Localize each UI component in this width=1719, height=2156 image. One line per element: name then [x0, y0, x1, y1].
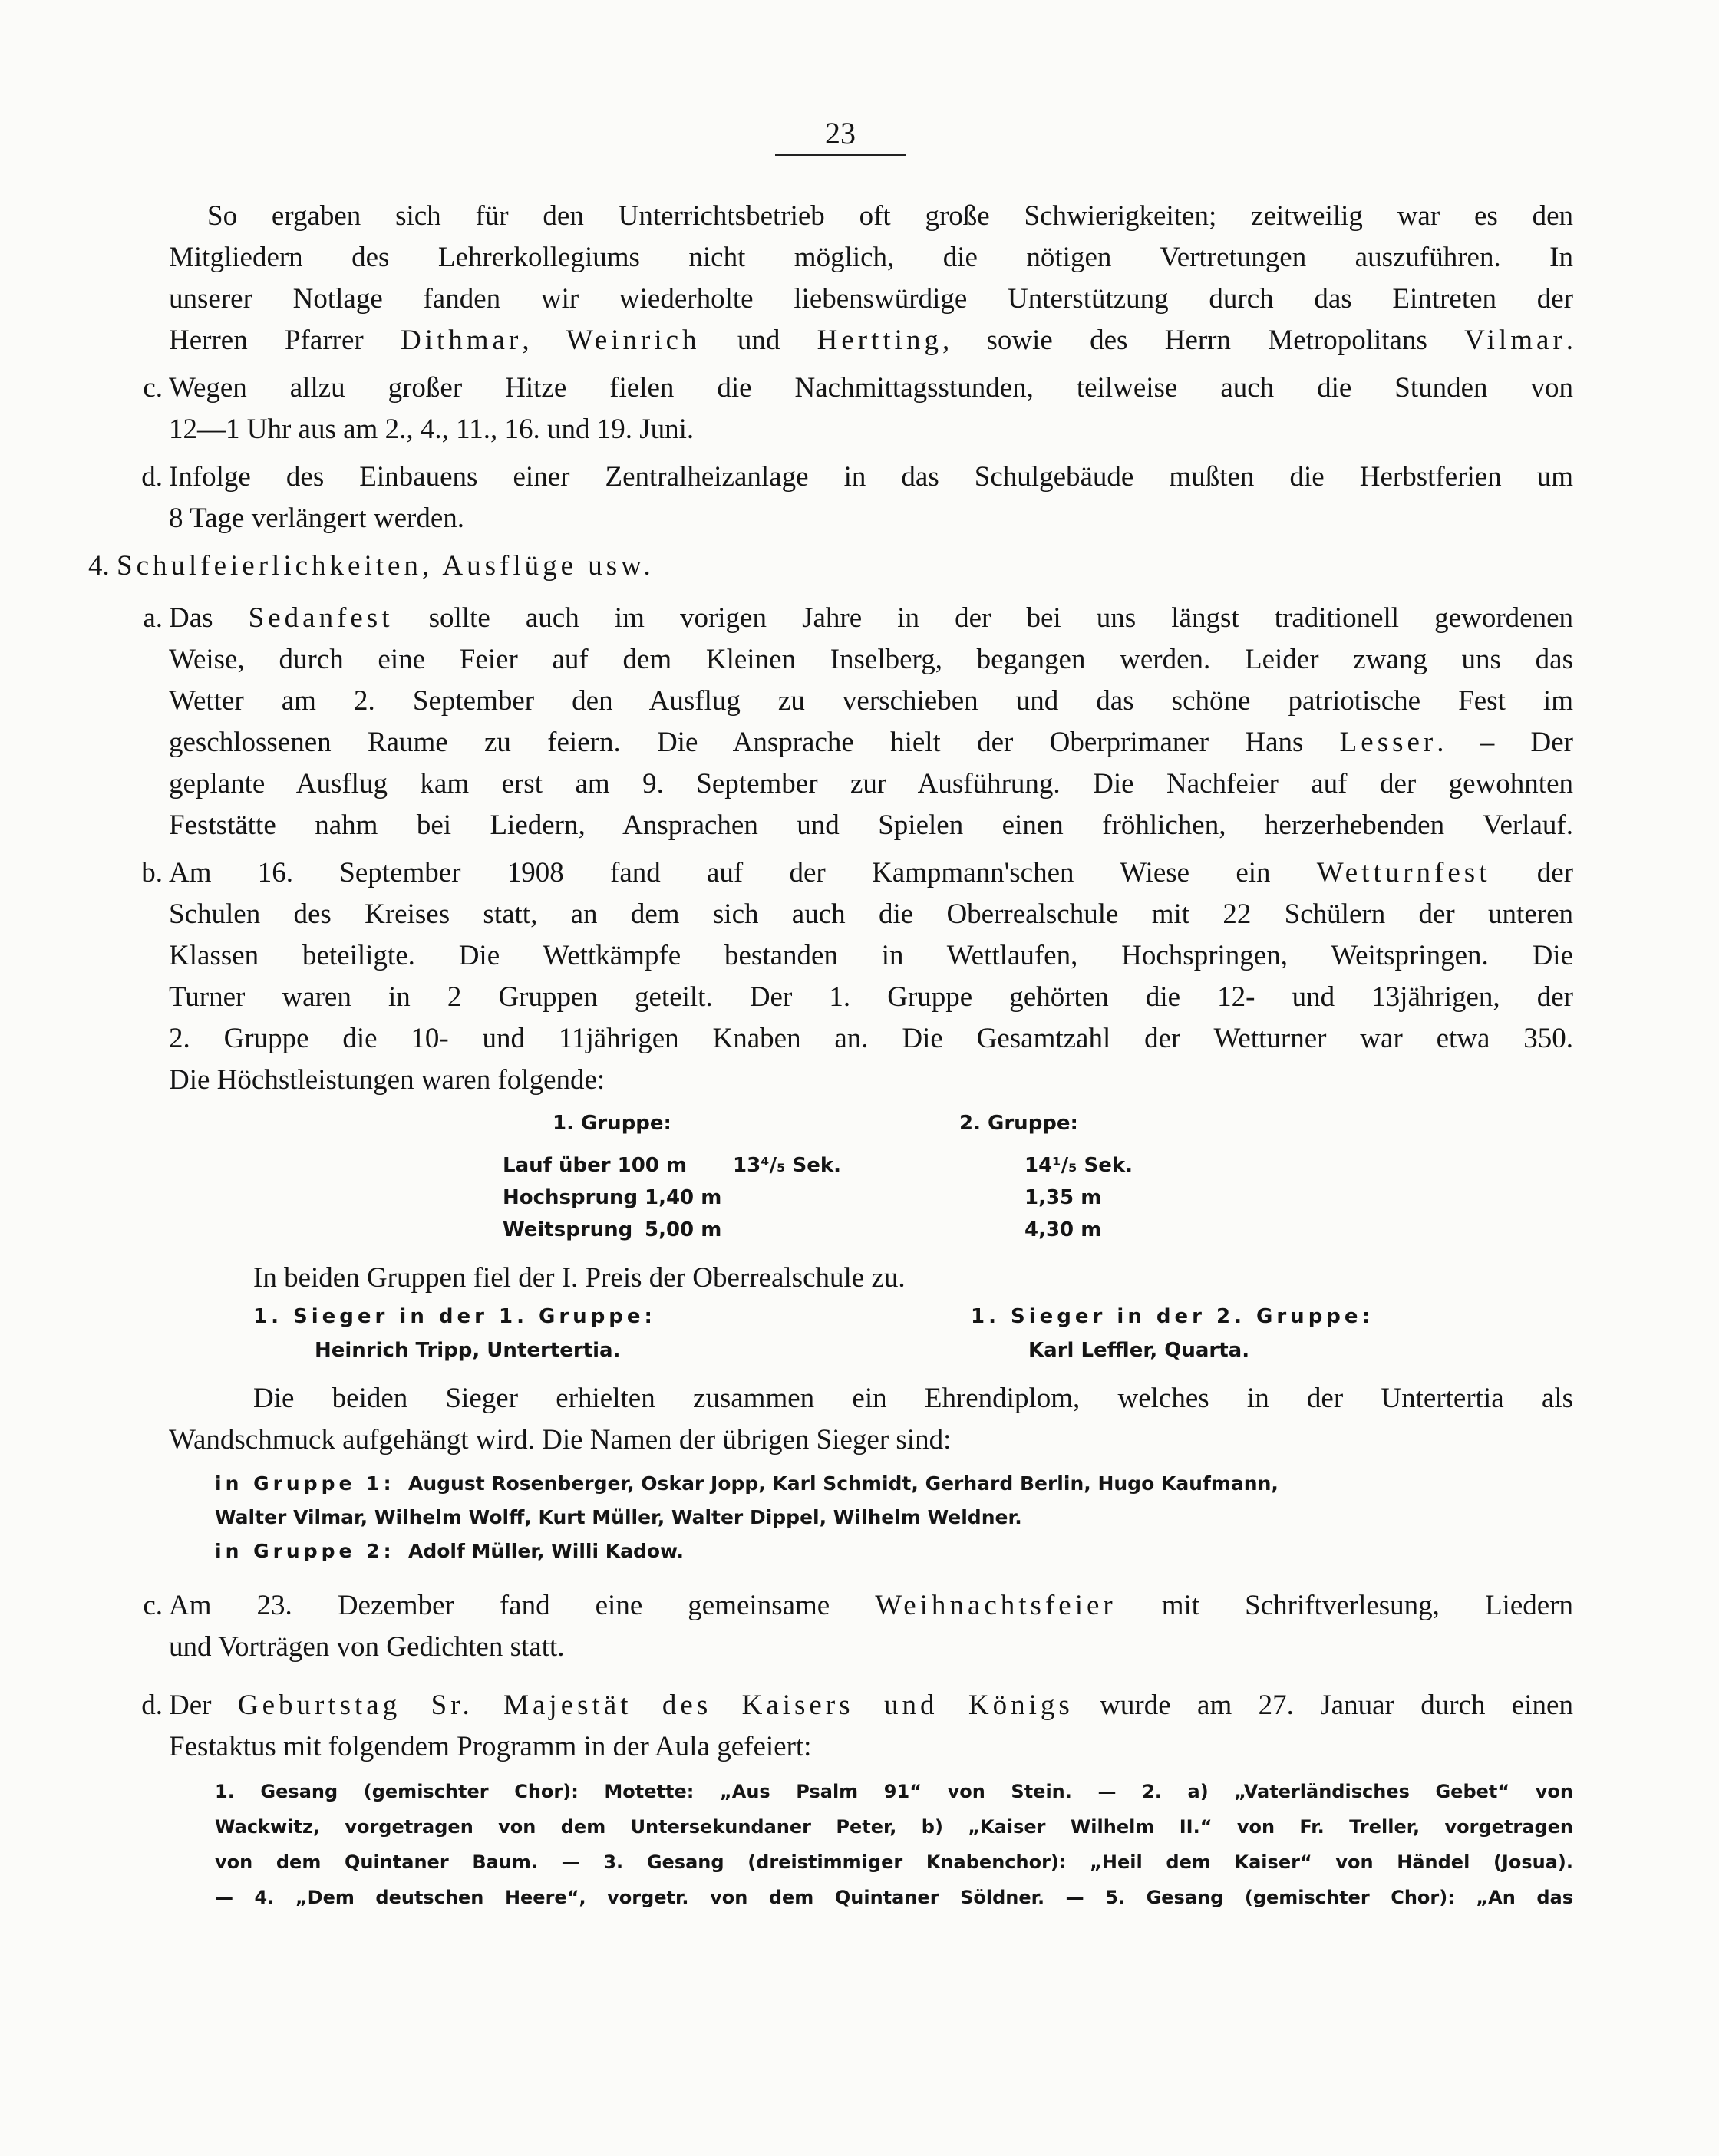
text: wurde am 27. Januar durch einen	[1073, 1690, 1573, 1721]
item-line: 2. Gruppe die 10- und 11jährigen Knaben an. Die Gesamtzahl der Wetturner war etwa 350.	[169, 1023, 1573, 1054]
program-line: Wackwitz, vorgetragen von dem Untersekundaner Peter, b) „Kaiser Wilhelm II.“ von Fr. Treller, vorgetragen	[215, 1816, 1573, 1838]
item-line: und Vorträgen von Gedichten statt.	[169, 1631, 565, 1663]
item-marker: c.	[143, 1590, 163, 1621]
item-line: Die Höchstleistungen waren folgende:	[169, 1064, 605, 1096]
item-line: Infolge des Einbauens einer Zentralheizanlage in das Schulgebäude mußten die Herbstferien um	[169, 461, 1573, 493]
section-heading	[88, 546, 1573, 587]
winner-names: Adolf Müller, Willi Kadow.	[407, 1540, 685, 1562]
item-line: Turner waren in 2 Gruppen geteilt. Der 1. Gruppe gehörten die 12- und 13jährigen, der	[169, 981, 1573, 1013]
item-marker: d.	[141, 1690, 163, 1721]
group1-header: 1. Gruppe:	[553, 1112, 671, 1135]
item-line: Festaktus mit folgendem Programm in der Aula gefeiert:	[169, 1731, 812, 1762]
item-line: Weise, durch eine Feier auf dem Kleinen Inselberg, begangen werden. Leider zwang uns das	[169, 644, 1573, 675]
item-line	[169, 598, 1573, 639]
result-label: Weitsprung	[503, 1218, 633, 1241]
page-content	[88, 196, 1574, 1915]
page-number: 23	[775, 115, 906, 156]
text: geschlossenen Raume zu feiern. Die Ansprache hielt der Oberprimaner Hans	[169, 727, 1340, 758]
intro-line: Mitgliedern des Lehrerkollegiums nicht möglich, die nötigen Vertretungen auszuführen. In	[169, 242, 1573, 273]
intro-text: , sowie des Herrn Metropolitans	[942, 325, 1465, 356]
result-g1: 13⁴/₅ Sek.	[733, 1154, 842, 1177]
person-name: Lesser	[1339, 727, 1437, 758]
person-name: Vilmar	[1464, 325, 1566, 356]
item-marker: c.	[143, 372, 163, 404]
event-name: Wetturnfest	[1316, 857, 1491, 888]
item-marker: a.	[143, 602, 163, 634]
result-g1: 5,00 m	[645, 1218, 722, 1241]
item-c-heat	[143, 368, 1573, 450]
result-g1: 1,40 m	[645, 1186, 722, 1209]
program-line: — 4. „Dem deutschen Heere“, vorgetr. von dem Quintaner Söldner. — 5. Gesang (gemischter Chor): „An das	[215, 1887, 1573, 1908]
section-number: 4.	[88, 550, 110, 582]
event-name: Weihnachtsfeier	[875, 1590, 1117, 1621]
winner-g2-label: 1. Sieger in der 2. Gruppe:	[971, 1305, 1374, 1328]
item-line: Schulen des Kreises statt, an dem sich auch die Oberrealschule mit 22 Schülern der unteren	[169, 898, 1573, 930]
item-marker: b.	[141, 857, 163, 888]
item-b-turnfest	[141, 852, 1573, 1568]
item-line: 8 Tage verlängert werden.	[169, 503, 465, 534]
intro-paragraph	[169, 196, 1573, 361]
text: sollte auch im vorigen Jahre in der bei uns längst traditionell gewordenen	[393, 602, 1573, 634]
winner-g1-label: 1. Sieger in der 1. Gruppe:	[253, 1305, 656, 1328]
item-line	[169, 1585, 1573, 1627]
item-line: Klassen beteiligte. Die Wettkämpfe bestanden in Wettlaufen, Hochspringen, Weitspringen. Die	[169, 940, 1573, 971]
item-line: Wegen allzu großer Hitze fielen die Nachmittagsstunden, teilweise auch die Stunden von	[169, 372, 1573, 404]
person-name: Weinrich	[566, 325, 701, 356]
text: mit Schriftverlesung, Liedern	[1116, 1590, 1574, 1621]
text: Am 16. September 1908 fand auf der Kampmann'schen Wiese ein	[169, 857, 1317, 888]
intro-text: Herren Pfarrer	[169, 325, 401, 356]
program-line: 1. Gesang (gemischter Chor): Motette: „Aus Psalm 91“ von Stein. — 2. a) „Vaterländisches Gebet“ von	[215, 1781, 1573, 1802]
winner-g1-name: Heinrich Tripp, Untertertia.	[315, 1339, 621, 1362]
diploma-line: Die beiden Sieger erhielten zusammen ein Ehrendiplom, welches in der Untertertia als	[253, 1383, 1573, 1414]
item-d-heating	[141, 457, 1573, 539]
winners-block	[169, 1305, 1573, 1378]
item-d-birthday	[141, 1685, 1573, 1915]
other-winners-line	[169, 1535, 1573, 1568]
diploma-line: Wandschmuck aufgehängt wird. Die Namen der übrigen Sieger sind:	[169, 1424, 952, 1455]
item-line: 12—1 Uhr aus am 2., 4., 11., 16. und 19. Juni.	[169, 414, 695, 445]
text: Das	[169, 602, 249, 634]
results-table	[169, 1112, 1573, 1258]
person-name: Dithmar	[401, 325, 523, 356]
result-g2: 4,30 m	[1024, 1218, 1102, 1241]
result-g2: 1,35 m	[1024, 1186, 1102, 1209]
program-line: von dem Quintaner Baum. — 3. Gesang (dreistimmiger Knabenchor): „Heil dem Kaiser“ von Händel (Josua).	[215, 1851, 1573, 1873]
person-name: Hertting	[817, 325, 942, 356]
group-label: in Gruppe 1:	[215, 1472, 395, 1495]
program-list	[169, 1774, 1573, 1915]
result-label: Lauf über 100 m	[503, 1154, 688, 1177]
intro-line: So ergaben sich für den Unterrichtsbetrieb oft große Schwierigkeiten; zeitweilig war es den	[207, 200, 1573, 232]
text: . – Der	[1437, 727, 1573, 758]
section-title: Schulfeierlichkeiten, Ausflüge usw.	[117, 550, 655, 582]
result-label: Hochsprung	[503, 1186, 638, 1209]
intro-text: .	[1566, 325, 1574, 356]
winner-names: August Rosenberger, Oskar Jopp, Karl Schmidt, Gerhard Berlin, Hugo Kaufmann,	[407, 1472, 1279, 1495]
event-name: Sedanfest	[248, 602, 394, 634]
prize-line: In beiden Gruppen fiel der I. Preis der Oberrealschule zu.	[253, 1262, 906, 1294]
winner-g2-name: Karl Leffler, Quarta.	[1028, 1339, 1250, 1362]
intro-text: und	[700, 325, 817, 356]
text: Am 23. Dezember fand eine gemeinsame	[169, 1590, 876, 1621]
item-line	[169, 1685, 1573, 1726]
group-label: in Gruppe 2:	[215, 1540, 395, 1562]
item-marker: d.	[141, 461, 163, 493]
item-line: Wetter am 2. September den Ausflug zu verschieben und das schöne patriotische Fest im	[169, 685, 1573, 717]
event-name: Geburtstag Sr. Majestät des Kaisers und Königs	[237, 1690, 1074, 1721]
other-winners-line	[169, 1467, 1573, 1501]
intro-line	[169, 320, 1573, 361]
item-c-christmas	[143, 1585, 1574, 1668]
other-winners	[169, 1467, 1573, 1568]
text: der	[1490, 857, 1573, 888]
group2-header: 2. Gruppe:	[959, 1112, 1078, 1135]
other-winners-line: Walter Vilmar, Wilhelm Wolff, Kurt Müller, Walter Dippel, Wilhelm Weldner.	[215, 1506, 1022, 1528]
item-line: Feststätte nahm bei Liedern, Ansprachen und Spielen einen fröhlichen, herzerhebenden Verlauf.	[169, 809, 1573, 841]
result-g2: 14¹/₅ Sek.	[1024, 1154, 1133, 1177]
item-a-sedanfest	[143, 598, 1573, 846]
item-line	[169, 852, 1573, 894]
item-line: geplante Ausflug kam erst am 9. September zur Ausführung. Die Nachfeier auf der gewohnten	[169, 768, 1573, 799]
intro-line: unserer Notlage fanden wir wiederholte liebenswürdige Unterstützung durch das Eintreten der	[169, 283, 1573, 315]
text: Der	[169, 1690, 238, 1721]
intro-text: ,	[522, 325, 566, 356]
item-line	[169, 722, 1573, 763]
